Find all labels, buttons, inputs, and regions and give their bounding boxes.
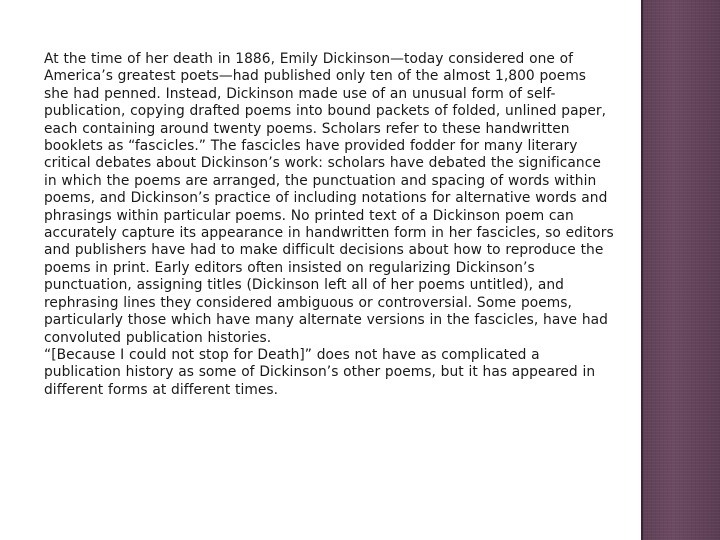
paragraph-publication-history: At the time of her death in 1886, Emily Dickinson—today considered one of America’s greatest poets—had published only ten of the almost 1,800 poems she had penned. Instead, Dickinson made use of an unusual form of self-publication, copying drafted poems into bound packets of folded, unlined paper, each containing around twenty poems. Scholars refer to these handwritten booklets as “fascicles.” The fascicles have provided fodder for many literary critical debates about Dickinson’s work: scholars have debated the significance in which the poems are arranged, the punctuation and spacing of words within poems, and Dickinson’s practice of including notations for alternative words and phrasings within particular poems. No printed text of a Dickinson poem can accurately capture its appearance in handwritten form in her fascicles, so editors and publishers have had to make difficult decisions about how to reproduce the poems in print. Early editors often insisted on regularizing Dickinson’s punctuation, assigning titles (Dickinson left all of her poems untitled), and rephrasing lines they considered ambiguous or controversial. Some poems, particularly those which have many alternate versions in the fascicles, have had convoluted publication histories.	[44, 51, 614, 346]
paragraph-because-i-could-not-stop: “[Because I could not stop for Death]” does not have as complicated a publication history as some of Dickinson’s other poems, but it has appeared in different forms at different times.	[44, 346, 596, 398]
body-text	[44, 51, 614, 399]
decorative-side-bar	[641, 0, 720, 540]
